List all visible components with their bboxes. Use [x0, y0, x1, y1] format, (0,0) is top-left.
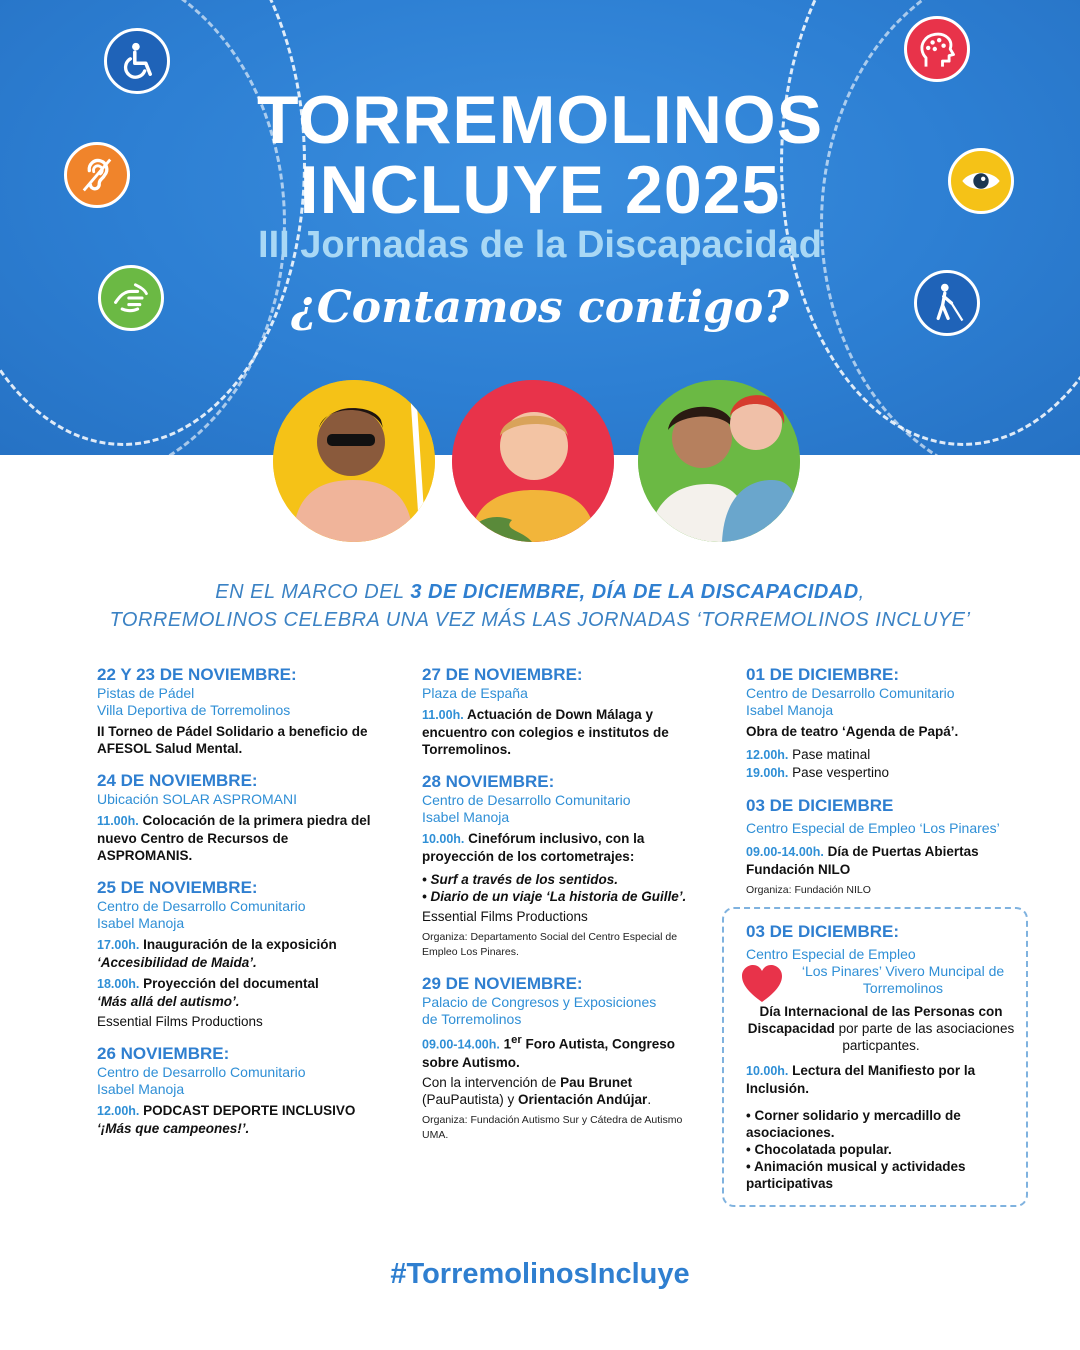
event-time: 11.00h. [422, 708, 464, 722]
event-date: 03 DE DICIEMBRE [746, 796, 894, 815]
event-place: Centro Especial de Empleo [746, 946, 916, 962]
event-time: 09.00-14.00h. [746, 845, 824, 859]
event-date: 29 DE NOVIEMBRE: [422, 974, 583, 993]
event-description: Foro Autista, Congreso sobre Autismo. [422, 1036, 676, 1070]
event-credit: Essential Films Productions [97, 1014, 263, 1029]
hashtag: #TorremolinosIncluye [390, 1258, 690, 1290]
event-date: 25 DE NOVIEMBRE: [97, 878, 258, 897]
event-title: ‘¡Más que campeones!’. [97, 1121, 250, 1136]
event-place: Centro de Desarrollo Comunitario [422, 792, 631, 808]
event-time: 17.00h. [97, 938, 140, 952]
event-description: Lectura del Manifiesto por la Inclusión. [746, 1063, 976, 1096]
event-26-nov [97, 1044, 377, 1137]
event-date: 01 DE DICIEMBRE: [746, 665, 900, 684]
event-time: 18.00h. [97, 977, 140, 991]
event-place: de Torremolinos [422, 1011, 522, 1027]
event-date: 03 DE DICIEMBRE: [746, 922, 900, 941]
event-description: PODCAST DEPORTE INCLUSIVO [143, 1103, 356, 1118]
event-bullet: • Chocolatada popular. [746, 1142, 892, 1157]
event-note: por parte de las asociaciones particpantes. [834, 1021, 1015, 1053]
title-line-1: TORREMOLINOS [256, 82, 824, 158]
event-date: 22 Y 23 DE NOVIEMBRE: [97, 665, 297, 684]
event-place: Villa Deportiva de Torremolinos [97, 702, 291, 718]
event-place: Isabel Manoja [422, 809, 510, 825]
schedule-column-3 [746, 665, 1016, 912]
event-note: (PauPautista) y [422, 1091, 519, 1107]
event-note: . [647, 1091, 652, 1107]
event-description-prefix: 1 [503, 1036, 512, 1052]
event-bullet: • Surf a través de los sentidos. [422, 872, 619, 887]
event-22-23-nov [97, 665, 377, 757]
event-03-dic-a [746, 796, 1016, 898]
event-description: Obra de teatro ‘Agenda de Papá’. [746, 724, 959, 739]
event-time: 12.00h. [97, 1104, 140, 1118]
event-organizer: Organiza: Fundación Autismo Sur y Cátedra de Autismo UMA. [422, 1113, 683, 1141]
event-description: Inauguración de la exposición [143, 937, 337, 952]
heart-icon [740, 964, 784, 1008]
event-place: Centro de Desarrollo Comunitario [97, 1064, 306, 1080]
event-description: Colocación de la primera piedra del nuevo Centro de Recursos de ASPROMANIS. [97, 813, 371, 863]
event-bullet: • Diario de un viaje ‘La historia de Guille’. [422, 889, 687, 904]
event-organizer: Organiza: Fundación NILO [746, 884, 871, 896]
event-note: Pase vespertino [792, 765, 889, 780]
event-date: 28 NOVIEMBRE: [422, 772, 555, 791]
event-note-bold: Pau Brunet [560, 1074, 633, 1090]
event-place: Palacio de Congresos y Exposiciones [422, 994, 657, 1010]
event-description-sup: er [511, 1034, 522, 1046]
subtitle: III Jornadas de la Discapacidad [258, 224, 822, 266]
event-description: II Torneo de Pádel Solidario a beneficio de AFESOL Salud Mental. [97, 724, 368, 756]
event-03-dic-b [746, 922, 1016, 1192]
event-29-nov [422, 974, 697, 1143]
event-description: Día de Puertas Abiertas Fundación NILO [746, 844, 979, 877]
event-date: 27 DE NOVIEMBRE: [422, 665, 583, 684]
event-place: Isabel Manoja [746, 702, 834, 718]
event-bullet: • Animación musical y actividades participativas [746, 1159, 966, 1191]
event-place: ‘Los Pinares’ Vivero Muncipal de Torremolinos [801, 963, 1005, 996]
schedule-column-2 [422, 665, 697, 1157]
event-bullet: • Corner solidario y mercadillo de asociaciones. [746, 1108, 961, 1140]
intro-highlight: 3 DE DICIEMBRE, DÍA DE LA DISCAPACIDAD [410, 581, 859, 603]
event-time: 09.00-14.00h. [422, 1037, 500, 1052]
event-note-bold: Orientación Andújar [518, 1091, 648, 1107]
event-description: Actuación de Down Málaga y encuentro con colegios e institutos de Torremolinos. [422, 707, 669, 757]
title-line-2: INCLUYE 2025 [299, 152, 781, 228]
event-24-nov [97, 771, 377, 864]
event-title: ‘Más allá del autismo’. [97, 994, 240, 1009]
event-place: Pistas de Pádel [97, 685, 195, 701]
intro-line-2: TORREMOLINOS CELEBRA UNA VEZ MÁS LAS JORNADAS ‘TORREMOLINOS INCLUYE’ [109, 609, 971, 631]
brain-icon [904, 16, 970, 82]
event-01-dic [746, 665, 1016, 782]
event-27-nov [422, 665, 697, 758]
photo-young-man [452, 380, 614, 542]
event-28-nov [422, 772, 697, 960]
intro-pre: EN EL MARCO DEL [215, 581, 411, 603]
event-organizer: Organiza: Departamento Social del Centro Especial de Empleo Los Pinares. [422, 931, 678, 958]
event-place: Centro de Desarrollo Comunitario [746, 685, 955, 701]
event-time: 10.00h. [746, 1064, 789, 1078]
event-time: 11.00h. [97, 814, 139, 828]
event-time: 10.00h. [422, 832, 465, 846]
intro-post: , [858, 581, 865, 603]
schedule-column-1 [97, 665, 377, 1151]
event-place: Isabel Manoja [97, 915, 185, 931]
event-place: Centro de Desarrollo Comunitario [97, 898, 306, 914]
event-25-nov [97, 878, 377, 1030]
event-description: Cinefórum inclusivo, con la proyección de los cortometrajes: [422, 831, 645, 864]
event-place: Isabel Manoja [97, 1081, 185, 1097]
event-time: 19.00h. [746, 766, 789, 780]
photo-two-women [638, 380, 800, 542]
event-description: Día Internacional de las Personas con Discapacidad [747, 1004, 1003, 1036]
event-date: 24 DE NOVIEMBRE: [97, 771, 258, 790]
event-note: Con la intervención de [422, 1074, 561, 1090]
event-note: Pase matinal [792, 747, 871, 762]
event-place: Centro Especial de Empleo ‘Los Pinares’ [746, 820, 1000, 836]
event-title: ‘Accesibilidad de Maida’. [97, 955, 257, 970]
event-time: 12.00h. [746, 748, 789, 762]
photo-man-with-cane [273, 380, 435, 542]
event-place: Ubicación SOLAR ASPROMANI [97, 791, 297, 807]
intro-text [0, 578, 1080, 634]
event-date: 26 NOVIEMBRE: [97, 1044, 230, 1063]
slogan: ¿Contamos contigo? [290, 282, 790, 333]
event-credit: Essential Films Productions [422, 909, 588, 924]
event-place: Plaza de España [422, 685, 528, 701]
event-description: Proyección del documental [143, 976, 319, 991]
